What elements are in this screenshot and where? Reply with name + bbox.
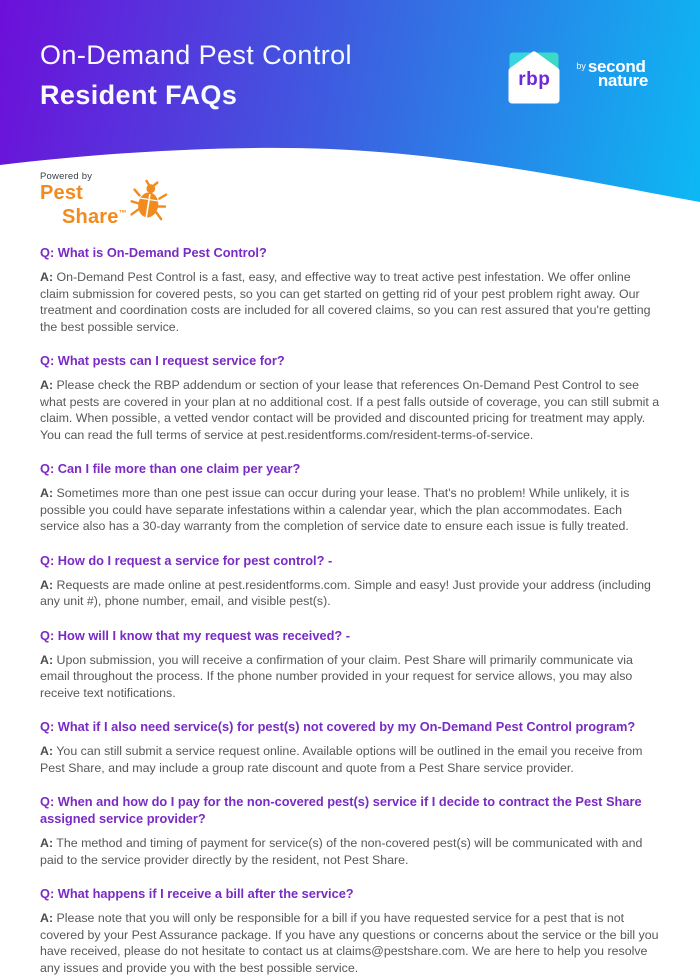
faq-item xyxy=(40,718,662,776)
answer-prefix: A: xyxy=(40,270,54,284)
second-nature-line2: nature xyxy=(597,71,648,90)
page-title: On-Demand Pest Control xyxy=(40,40,352,70)
pestshare-logo xyxy=(40,171,167,227)
faq-item xyxy=(40,552,662,610)
faq-item xyxy=(40,352,662,443)
faq-answer: A: The method and timing of payment for service(s) of the non-covered pest(s) will be communicated with and paid to the service provider directly by the resident, not Pest Share. xyxy=(40,836,643,867)
faq-answer: A: On-Demand Pest Control is a fast, easy, and effective way to treat active pest infestation. We offer online claim submission for covered pests, so you can get started on getting rid of your pest problem right away. Our treatment and coordination costs are included for all covered claims, so you can rest assured that you're getting the best possible service. xyxy=(40,270,651,334)
faq-item xyxy=(40,793,662,868)
answer-prefix: A: xyxy=(40,744,54,758)
faq-question: Q: What is On-Demand Pest Control? xyxy=(40,245,267,260)
second-nature-logo xyxy=(576,57,648,90)
faq-question: Q: What happens if I receive a bill after the service? xyxy=(40,886,354,901)
faq-list xyxy=(40,244,662,976)
rbp-wordmark: rbp xyxy=(518,69,551,90)
answer-prefix: A: xyxy=(40,577,54,592)
faq-answer: A: Please check the RBP addendum or section of your lease that references On-Demand Pest Control to see what pests are covered in your plan at no additional cost. If a pest falls outside of coverage, you can still submit a claim. When possible, a vetted vendor contact will be provided and discounted pricing for treatment may apply. You can read the full terms of service at pest.residentforms.com/resident-terms-of-service. xyxy=(40,378,660,442)
powered-by-label: Powered by xyxy=(40,171,93,182)
faq-item xyxy=(40,460,662,535)
faq-question: Q: How do I request a service for pest control? - xyxy=(40,552,333,568)
faq-question: Q: When and how do I pay for the non-covered pest(s) service if I decide to contract the Pest Share assigned service provider? xyxy=(40,794,642,826)
pestshare-wordmark xyxy=(40,184,127,227)
faq-answer: A: You can still submit a service request online. Available options will be outlined in the email you receive from Pest Share, and may include a group rate discount and quote from a Pest Share service provider. xyxy=(40,744,643,775)
pestshare-line2: Share xyxy=(62,205,119,228)
answer-prefix: A: xyxy=(40,652,54,667)
faq-item xyxy=(40,627,662,702)
trademark-symbol: ™ xyxy=(118,208,127,217)
faq-question: Q: What pests can I request service for? xyxy=(40,353,285,368)
answer-prefix: A: xyxy=(40,486,54,500)
by-label: by xyxy=(576,61,586,71)
second-nature-line1: second xyxy=(587,57,646,76)
faq-answer: A: Requests are made online at pest.residentforms.com. Simple and easy! Just provide your address (including any unit #), phone number, email, and visible pest(s). xyxy=(40,577,651,608)
faq-question: Q: Can I file more than one claim per year? xyxy=(40,461,301,476)
pestshare-line1: Pest xyxy=(40,182,84,204)
rbp-second-nature-logo xyxy=(502,46,648,110)
faq-item xyxy=(40,244,662,335)
page-subtitle: Resident FAQs xyxy=(40,80,238,110)
faq-answer: A: Please note that you will only be responsible for a bill if you have requested service for a pest that is not covered by your Pest Assurance package. If you have any questions or concerns about the service or the bill you have received, please do not hesitate to contact us at claims@pestshare.com. We are here to help you resolve any issues and provide you with the best possible service. xyxy=(40,911,659,975)
answer-prefix: A: xyxy=(40,911,54,925)
beetle-icon xyxy=(128,177,170,222)
faq-question: Q: How will I know that my request was received? - xyxy=(40,627,351,643)
faq-question: Q: What if I also need service(s) for pest(s) not covered by my On-Demand Pest Control program? xyxy=(40,719,636,734)
answer-prefix: A: xyxy=(40,378,54,392)
faq-answer: A: Sometimes more than one pest issue can occur during your lease. That's no problem! While unlikely, it is possible you could have separate infestations within a calendar year, which the plan accommodates. Each service also has a 30-day warranty from the completion of service date to ensure each issue is fully treated. xyxy=(40,486,630,533)
answer-prefix: A: xyxy=(40,836,54,850)
faq-item xyxy=(40,885,662,976)
rbp-logo xyxy=(502,46,566,110)
faq-answer: A: Upon submission, you will receive a confirmation of your claim. Pest Share will primarily communicate via email throughout the process. If the phone number provided in your request for service allows, you may also receive text notifications. xyxy=(40,652,633,700)
